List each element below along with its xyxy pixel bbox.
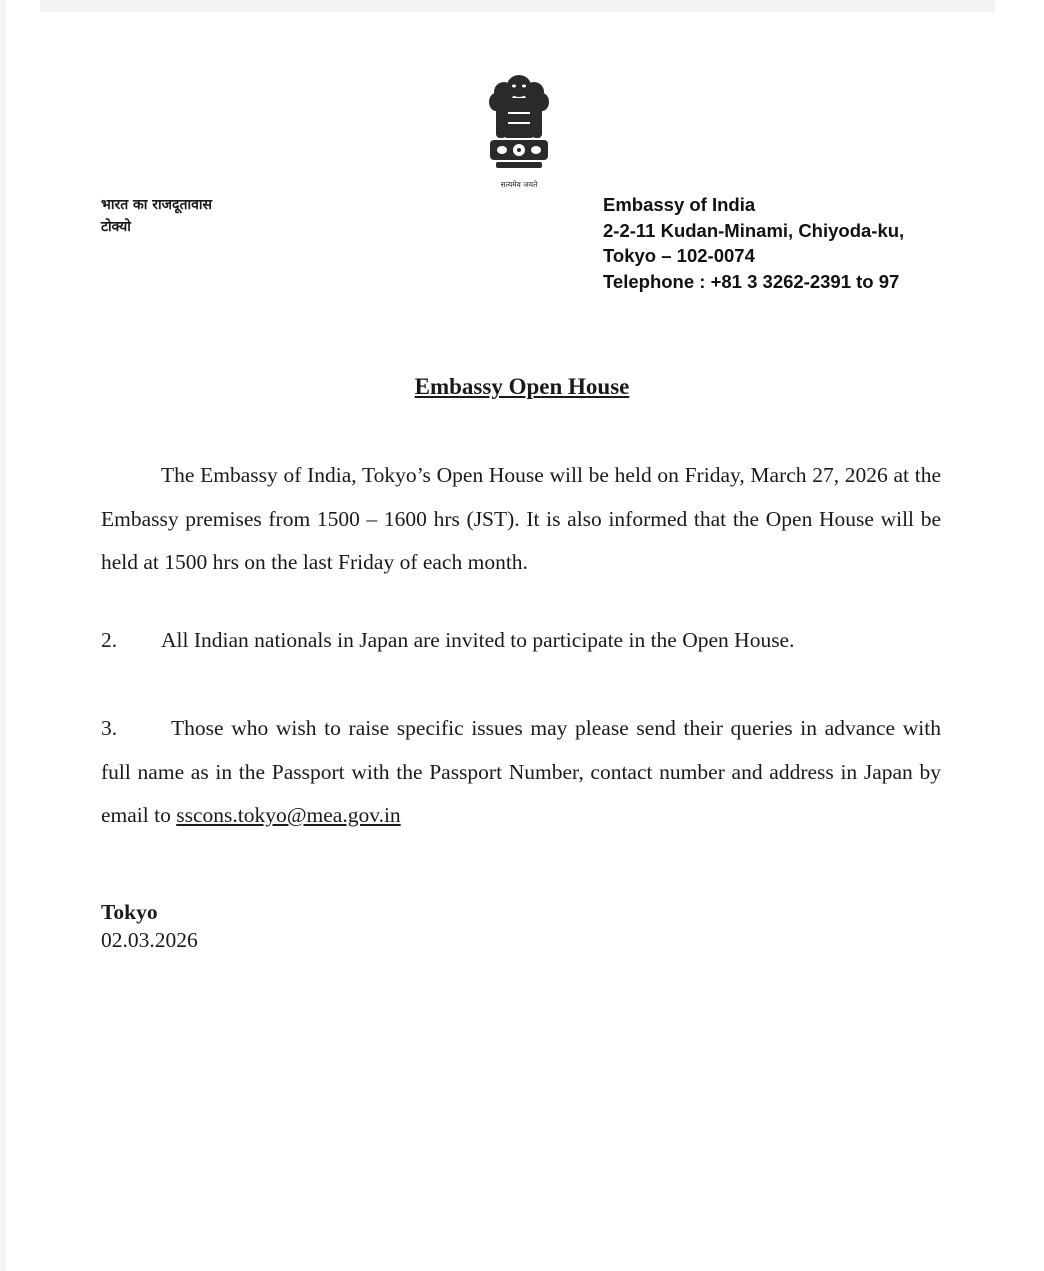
embassy-address-block bbox=[603, 192, 904, 294]
hindi-embassy-name: भारत का राजदूतावास bbox=[101, 197, 212, 213]
paragraph-number: 2. bbox=[101, 628, 118, 652]
paragraph-3-text: Those who wish to raise specific issues may please send their queries in advance with full name as in the Passport with the Passport Number, contact number and address in Japan by email to bbox=[101, 716, 941, 827]
paragraph-1: The Embassy of India, Tokyo’s Open House will be held on Friday, March 27, 2026 at the Embassy premises from 1500 – 1600 hrs (JST). It is also informed that the Open House will be held at 1500 hrs on the last Friday of each month. bbox=[101, 463, 941, 574]
hindi-letterhead bbox=[101, 194, 212, 238]
paragraph-2 bbox=[101, 619, 941, 663]
signature-date: 02.03.2026 bbox=[101, 928, 198, 952]
address-line: Embassy of India bbox=[603, 194, 756, 215]
hindi-city: टोक्यो bbox=[101, 219, 131, 235]
signature-place: Tokyo bbox=[101, 900, 158, 924]
paragraph-number: 3. bbox=[101, 716, 118, 740]
paragraph-2-text: All Indian nationals in Japan are invited to participate in the Open House. bbox=[161, 628, 795, 652]
address-line: Tokyo – 102-0074 bbox=[603, 245, 755, 266]
top-edge-strip bbox=[40, 0, 995, 12]
emblem-motto: सत्यमेव जयते bbox=[500, 180, 538, 189]
notice-title: Embassy Open House bbox=[414, 374, 630, 399]
left-edge-strip bbox=[0, 0, 6, 1271]
address-line: 2-2-11 Kudan-Minami, Chiyoda-ku, bbox=[603, 219, 905, 241]
paragraph-3 bbox=[101, 707, 941, 838]
email-link[interactable]: sscons.tokyo@mea.gov.in bbox=[176, 803, 401, 827]
telephone-line: Telephone : +81 3 3262-2391 to 97 bbox=[603, 270, 900, 292]
national-emblem-icon bbox=[482, 68, 556, 196]
